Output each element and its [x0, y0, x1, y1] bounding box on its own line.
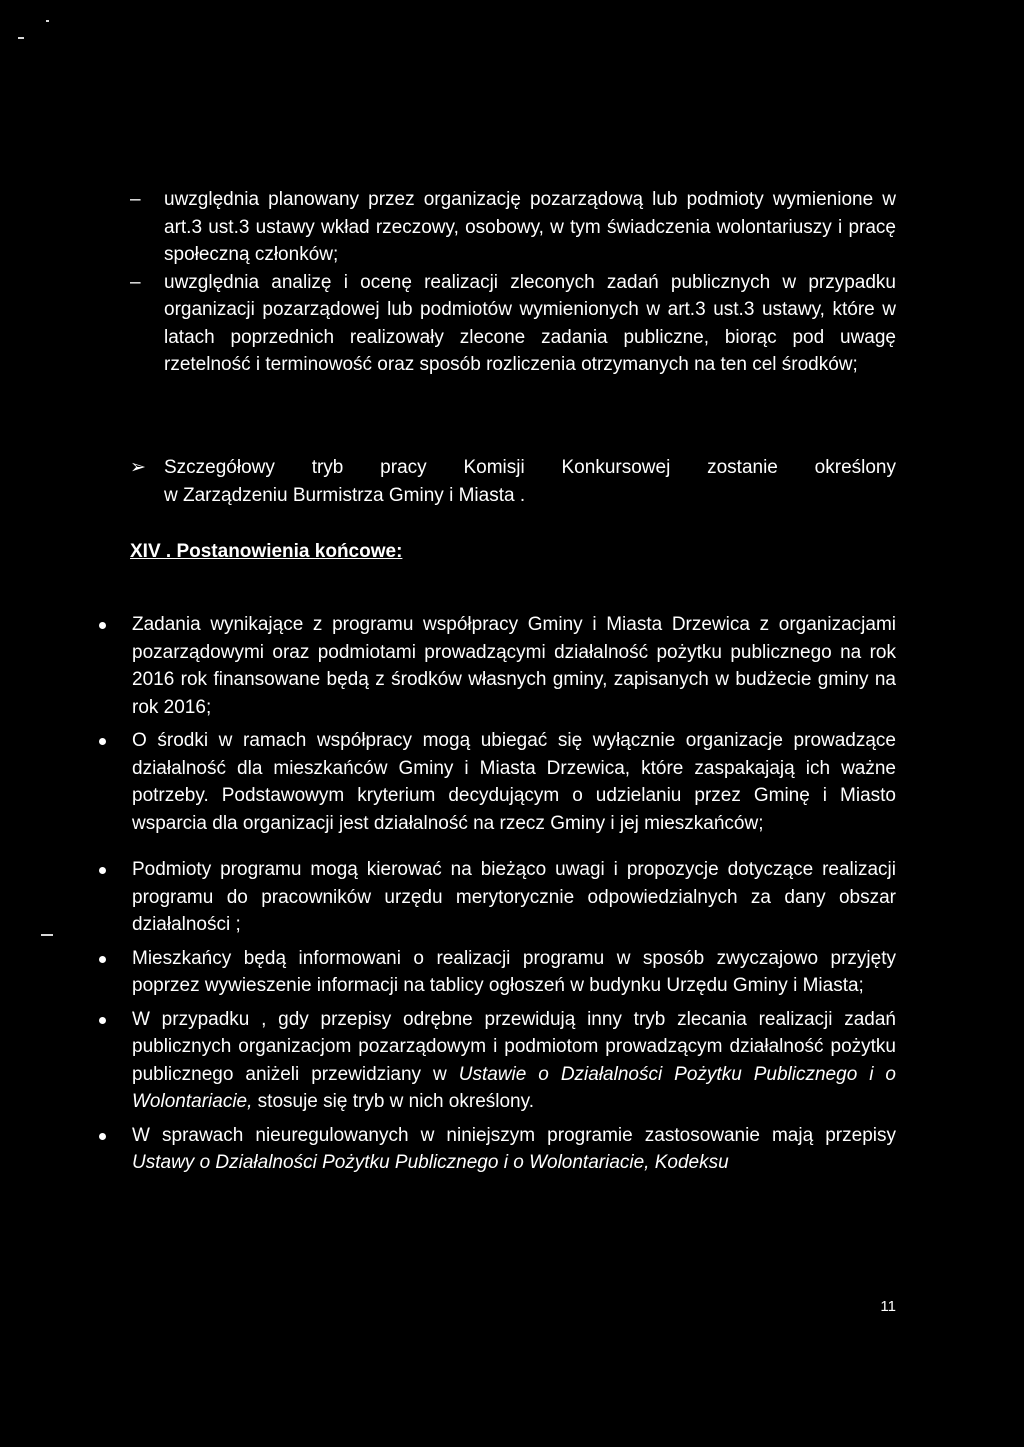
bullet-item-text-after: stosuje się tryb w nich określony.: [252, 1091, 534, 1112]
bullet-list-item: [96, 727, 896, 837]
bullet-list-item: [96, 1006, 896, 1116]
bullet-dot-icon: [99, 1133, 106, 1140]
bullet-dot-icon: [99, 867, 106, 874]
dash-marker: –: [130, 271, 141, 293]
dash-item-text: uwzględnia planowany przez organizację pozarządową lub podmioty wymienione w art.3 ust.3 ustawy wkład rzeczowy, osobowy, w tym świadczenia wolontariuszy i pracę społeczną członków;: [164, 189, 896, 265]
bullet-dot-icon: [99, 1017, 106, 1024]
dash-marker: –: [130, 189, 141, 210]
bullet-item-text: Podmioty programu mogą kierować na bieżąco uwagi i propozycje dotyczące realizacji programu do pracowników urzędu merytorycznie odpowiedzialnych za dany obszar działalności ;: [132, 859, 896, 935]
dash-list-item: [130, 269, 896, 379]
bullet-item-text: O środki w ramach współpracy mogą ubiegać się wyłącznie organizacje prowadzące działalność dla mieszkańców Gminy i Miasta Drzewica, które zaspakajają ich ważne potrzeby. Podstawowym kryterium decydującym o udzielaniu przez Gminę i Miasto wsparcia dla organizacji jest działalność na rzecz Gminy i jej mieszkańców;: [132, 730, 896, 834]
section-heading: XIV . Postanowienia końcowe:: [130, 541, 403, 562]
bullet-item-text: W przypadku , gdy przepisy odrębne przewidują inny tryb zlecania realizacji zadań publicznych organizacjom pozarządowym i podmiotom prowadzącym działalność pożytku publicznego aniżeli przewidziany w: [132, 1008, 896, 1085]
bullet-item-text: W sprawach nieuregulowanych w niniejszym programie zastosowanie mają przepisy: [132, 1124, 896, 1146]
bullet-item-text: Mieszkańcy będą informowani o realizacji programu w sposób zwyczajowo przyjęty poprzez wywieszenie informacji na tablicy ogłoszeń w budynku Urzędu Gminy i Miasta;: [132, 947, 896, 996]
bullet-item-italic: Ustawie o Działalności Pożytku Publicznego i o Wolontariacie,: [132, 1063, 896, 1112]
scan-artifact-mark: [46, 20, 49, 22]
arrow-line: [130, 454, 896, 482]
scan-artifact-mark: [18, 37, 24, 39]
bullet-dot-icon: [99, 738, 106, 745]
bullet-list-item: [96, 611, 896, 721]
bullet-list: [96, 611, 896, 1177]
arrow-item-line1: Szczegółowy tryb pracy Komisji Konkursowej zostanie określony: [164, 457, 896, 478]
dash-list-item: [130, 186, 896, 269]
bullet-dot-icon: [99, 622, 106, 629]
bullet-list-item: [96, 945, 896, 1000]
scan-artifact-mark: [41, 934, 53, 936]
arrow-bullet-icon: ➢: [130, 457, 146, 478]
dash-item-text: uwzględnia analizę i ocenę realizacji zleconych zadań publicznych w przypadku organizacji pozarządowej lub podmiotów wymienionych w art.3 ust.3 ustawy, które w latach poprzednich realizowały zlecone zadania publiczne, biorąc pod uwagę rzetelność i terminowość oraz sposób rozliczenia otrzymanych na ten cel środków;: [164, 271, 896, 375]
arrow-item: [130, 454, 896, 509]
dash-list: [130, 186, 896, 379]
arrow-item-line2: w Zarządzeniu Burmistrza Gminy i Miasta .: [164, 484, 526, 506]
bullet-item-text: Zadania wynikające z programu współpracy Gminy i Miasta Drzewica z organizacjami pozarządowymi oraz podmiotami prowadzącymi działalność pożytku publicznego na rok 2016 rok finansowane będą z środków własnych gminy, zapisanych w budżecie gminy na rok 2016;: [132, 614, 896, 718]
bullet-item-italic: Ustawy o Działalności Pożytku Publicznego i o Wolontariacie, Kodeksu: [132, 1152, 729, 1173]
bullet-dot-icon: [99, 956, 106, 963]
bullet-list-item: [96, 1122, 896, 1177]
page-number: 11: [880, 1298, 896, 1315]
bullet-list-item: [96, 856, 896, 939]
